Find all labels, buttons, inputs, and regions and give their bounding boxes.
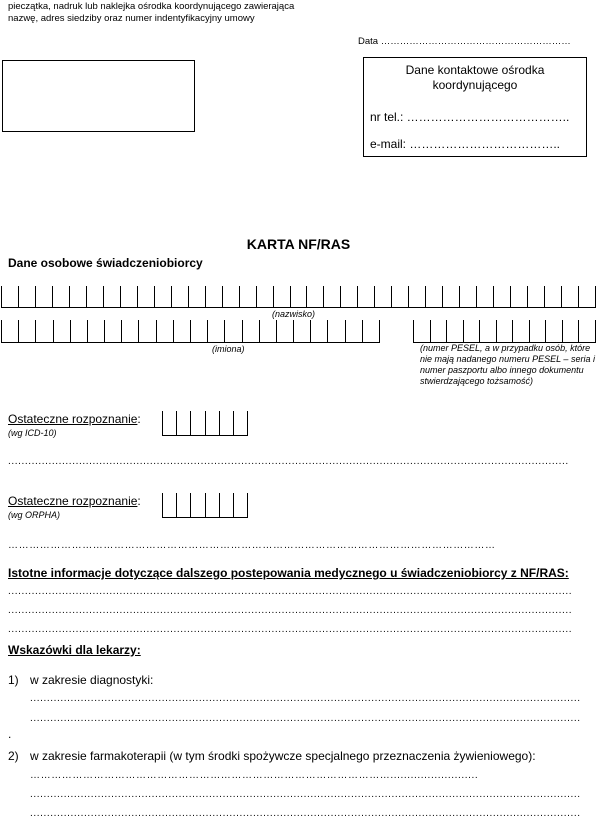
cell-divider bbox=[306, 286, 307, 307]
cell-divider bbox=[53, 320, 54, 342]
cell-divider bbox=[35, 320, 36, 342]
cell-divider bbox=[239, 286, 240, 307]
cell-divider bbox=[233, 493, 234, 517]
cell-divider bbox=[446, 320, 447, 342]
diagnosis-orpha-label: Ostateczne rozpoznanie: bbox=[8, 494, 141, 508]
important-line-3[interactable]: ....................................................................................................................................................................... bbox=[8, 624, 573, 635]
cell-divider bbox=[496, 320, 497, 342]
cell-divider bbox=[188, 286, 189, 307]
page-title: KARTA NF/RAS bbox=[246, 236, 351, 252]
cell-divider bbox=[205, 411, 206, 435]
personal-data-heading: Dane osobowe świadczeniobiorcy bbox=[8, 256, 203, 270]
cell-divider bbox=[578, 286, 579, 307]
cell-divider bbox=[222, 286, 223, 307]
cell-divider bbox=[391, 286, 392, 307]
diagnosis-orpha-line[interactable]: ………………………………………………………………………………………………………………………… bbox=[8, 540, 496, 551]
cell-divider bbox=[171, 286, 172, 307]
contact-title: Dane kontaktowe ośrodka koordynującego bbox=[405, 63, 545, 92]
cell-divider bbox=[425, 286, 426, 307]
phone-field[interactable]: nr tel.: ………………………………….. bbox=[370, 110, 570, 124]
cell-divider bbox=[247, 493, 248, 517]
important-info-heading: Istotne informacje dotyczące dalszego postepowania medycznego u świadczeniobiorcy z NF/RAS: bbox=[8, 566, 569, 580]
surname-cells[interactable] bbox=[1, 286, 596, 308]
cell-divider bbox=[190, 493, 191, 517]
diagnosis-orpha-sub: (wg ORPHA) bbox=[8, 510, 61, 520]
contact-box bbox=[363, 57, 587, 157]
cell-divider bbox=[259, 320, 260, 342]
stamp-label: pieczątka, nadruk lub naklejka ośrodka koordynującego zawierająca nazwę, adres siedziby oraz numer indentyfikacyjny umowy bbox=[8, 1, 295, 24]
cell-divider bbox=[290, 286, 291, 307]
cell-divider bbox=[493, 286, 494, 307]
cell-divider bbox=[479, 320, 480, 342]
cell-divider bbox=[219, 493, 220, 517]
stamp-box bbox=[2, 60, 195, 132]
cell-divider bbox=[562, 320, 563, 342]
cell-divider bbox=[156, 320, 157, 342]
cell-divider bbox=[442, 286, 443, 307]
cell-divider bbox=[120, 286, 121, 307]
cell-divider bbox=[35, 286, 36, 307]
cell-divider bbox=[242, 320, 243, 342]
important-line-2[interactable]: ....................................................................................................................................................................... bbox=[8, 605, 573, 616]
surname-caption: (nazwisko) bbox=[272, 309, 316, 319]
guideline-item-pharmacotherapy: 2) w zakresie farmakoterapii (w tym środki spożywcze specjalnego przeznaczenia żywieniowego): bbox=[8, 749, 536, 763]
important-line-1[interactable]: ....................................................................................................................................................................... bbox=[8, 586, 573, 597]
cell-divider bbox=[512, 320, 513, 342]
cell-divider bbox=[459, 286, 460, 307]
cell-divider bbox=[190, 411, 191, 435]
cell-divider bbox=[430, 320, 431, 342]
cell-divider bbox=[121, 320, 122, 342]
email-field[interactable]: e-mail: ……………………………….. bbox=[370, 137, 561, 151]
cell-divider bbox=[173, 320, 174, 342]
guidelines-heading: Wskazówki dla lekarzy: bbox=[8, 643, 141, 657]
cell-divider bbox=[69, 286, 70, 307]
cell-divider bbox=[345, 320, 346, 342]
cell-divider bbox=[219, 411, 220, 435]
cell-divider bbox=[293, 320, 294, 342]
cell-divider bbox=[86, 286, 87, 307]
cell-divider bbox=[561, 286, 562, 307]
cell-divider bbox=[104, 320, 105, 342]
cell-divider bbox=[578, 320, 579, 342]
cell-divider bbox=[476, 286, 477, 307]
stray-dot: . bbox=[8, 727, 12, 741]
cell-divider bbox=[87, 320, 88, 342]
cell-divider bbox=[52, 286, 53, 307]
pesel-cells[interactable] bbox=[413, 320, 596, 343]
orpha-code-cells[interactable] bbox=[162, 493, 248, 518]
cell-divider bbox=[18, 320, 19, 342]
cell-divider bbox=[154, 286, 155, 307]
cell-divider bbox=[510, 286, 511, 307]
cell-divider bbox=[176, 493, 177, 517]
cell-divider bbox=[529, 320, 530, 342]
cell-divider bbox=[190, 320, 191, 342]
cell-divider bbox=[137, 286, 138, 307]
cell-divider bbox=[595, 320, 596, 342]
cell-divider bbox=[323, 286, 324, 307]
cell-divider bbox=[340, 286, 341, 307]
guideline-item-diagnostics: 1) w zakresie diagnostyki: bbox=[8, 673, 154, 687]
cell-divider bbox=[374, 286, 375, 307]
cell-divider bbox=[247, 411, 248, 435]
cell-divider bbox=[362, 320, 363, 342]
cell-divider bbox=[176, 411, 177, 435]
cell-divider bbox=[207, 320, 208, 342]
diagnostics-line-2[interactable]: ................................................................................................................................................................... bbox=[30, 713, 581, 724]
cell-divider bbox=[224, 320, 225, 342]
cell-divider bbox=[327, 320, 328, 342]
cell-divider bbox=[205, 493, 206, 517]
diagnosis-icd-line[interactable]: ...................................................................................................................................................................... bbox=[8, 456, 569, 467]
cell-divider bbox=[273, 286, 274, 307]
cell-divider bbox=[256, 286, 257, 307]
cell-divider bbox=[103, 286, 104, 307]
cell-divider bbox=[545, 320, 546, 342]
names-caption: (imiona) bbox=[212, 344, 245, 354]
names-cells[interactable] bbox=[1, 320, 380, 343]
pesel-caption: (numer PESEL, a w przypadku osób, które nie mają nadanego numeru PESEL – seria i numer paszportu albo innego dokumentu stwierdzającego tożsamość) bbox=[420, 343, 595, 386]
cell-divider bbox=[310, 320, 311, 342]
date-field[interactable]: Data …………………………………………………… bbox=[358, 36, 571, 47]
diagnosis-icd-sub: (wg ICD-10) bbox=[8, 428, 57, 438]
cell-divider bbox=[233, 411, 234, 435]
cell-divider bbox=[138, 320, 139, 342]
cell-divider bbox=[205, 286, 206, 307]
cell-divider bbox=[408, 286, 409, 307]
pharmacotherapy-line-3[interactable]: ................................................................................................................................................................... bbox=[30, 808, 581, 819]
pharmacotherapy-line-2[interactable]: ................................................................................................................................................................... bbox=[30, 789, 581, 800]
cell-divider bbox=[18, 286, 19, 307]
cell-divider bbox=[595, 286, 596, 307]
cell-divider bbox=[379, 320, 380, 342]
icd-code-cells[interactable] bbox=[162, 411, 248, 436]
cell-divider bbox=[357, 286, 358, 307]
diagnosis-icd-label: Ostateczne rozpoznanie: bbox=[8, 412, 141, 426]
cell-divider bbox=[70, 320, 71, 342]
diagnostics-line-1[interactable]: ................................................................................................................................................................... bbox=[30, 693, 581, 704]
cell-divider bbox=[527, 286, 528, 307]
cell-divider bbox=[463, 320, 464, 342]
pharmacotherapy-line-1[interactable]: ………………………………………………………………………………………….......................... bbox=[30, 770, 479, 781]
cell-divider bbox=[544, 286, 545, 307]
cell-divider bbox=[276, 320, 277, 342]
